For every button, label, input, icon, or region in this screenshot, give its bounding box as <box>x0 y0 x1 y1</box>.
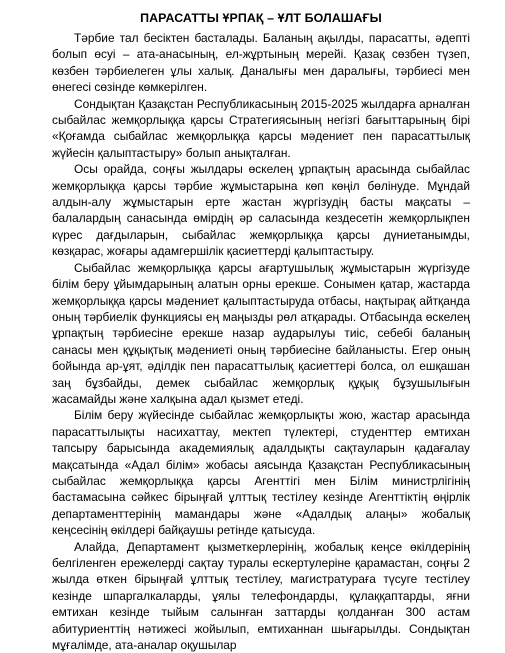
paragraph-4: Сыбайлас жемқорлыққа қарсы ағартушылық жұмыстарын жүргізуде білім беру ұйымдарының алатын орны ерекше. Сонымен қатар, жастарда жемқорлыққа қарсы мәдениет қалыптастыруда отбасы, нақтырақ айтқанда оның тәрбиелік функциясы ең маңызды рөл атқарады. Отбасында өскелең ұрпақтың тәрбиесіне ерекше назар аударылуы тиіс, себебі баланың санасы мен құқықтық мәдениеті оның тәрбиесіне байланысты. Егер оның бойында ар-ұят, әділдік пен парасаттылық қасиеттері болса, ол ешқашан заң бұзбайды, демек сыбайлас жемқорлық құқық бұзушылығын жасамайды және халқына адал қызмет етеді. <box>52 260 470 406</box>
paragraph-6: Алайда, Департамент қызметкерлерінің, жобалық кеңсе өкілдерінің белгіленген ережелерді сақтау туралы ескертулеріне қарамастан, соңғы 2 жылда өткен бірыңғай ұлттық тестілеу, магистратураға түсуге тестілеу кезінде шпаргалкаларды, ұялы телефондарды, құлаққаптарды, яғни емтихан кезінде тыйым салынған заттарды қолданған 300 астам абитуриенттің нәтижесі жойылып, емтиханнан шығарылды. Сондықтан мұғалімде, ата-аналар оқушылар <box>52 539 470 653</box>
paragraph-5: Білім беру жүйесінде сыбайлас жемқорлықты жою, жастар арасында парасаттылықты насихаттау, мектеп түлектері, студенттер емтихан тапсыру барысында академиялық адалдықты сақтауларын қадағалау мақсатында «Адал білім» жобасы аясында Қазақстан Республикасының сыбайлас жемқорлыққа қарсы Агенттігі мен Білім министрлігінің бастамасына сәйкес бірыңғай ұлттық тестілеу кезінде Агенттіктің өңірлік департаменттерінің мамандары және «Адалдық алаңы» жобалық кеңсесінің өкілдері байқаушы ретінде қатысуда. <box>52 408 470 538</box>
paragraph-1: Тәрбие тал бесіктен басталады. Баланың ақылды, парасатты, әдепті болып өсуі – ата-анасының, ел-жұртының мерейі. Қазақ сөзбен түзеп, көзбен тәрбиелеген ұлы халық. Даналығы мен даралығы, тәрбиесі мен өнегесі сөзінде көмкерілген. <box>52 31 470 95</box>
paragraph-3: Осы орайда, соңғы жылдары өскелең ұрпақтың арасында сыбайлас жемқорлыққа қарсы тәрбие жұмыстарына көп көңіл бөлінуде. Мұндай алдын-алу жұмыстарын ерте жастан жүргізудің басты мақсаты – балалардың санасында өмірдің әр саласында кездесетін жемқорлықпен күрес дағдыларын, сыбайлас жемқорлыққа қарсы дүниетанымды, көзқарас, жоғары адамгершілік қасиеттерді қалыптастыру. <box>52 162 470 259</box>
paragraph-2: Сондықтан Қазақстан Республикасының 2015-2025 жылдарға арналған сыбайлас жемқорлыққа қарсы Стратегиясының негізгі бағыттарының бірі «Қоғамда сыбайлас жемқорлыққа қарсы мәдениет пен парасаттылық жүйесін қалыптастыру» болып анықталған. <box>52 96 470 160</box>
document-page <box>52 10 470 653</box>
document-title: ПАРАСАТТЫ ҰРПАҚ – ҰЛТ БОЛАШАҒЫ <box>140 11 382 25</box>
